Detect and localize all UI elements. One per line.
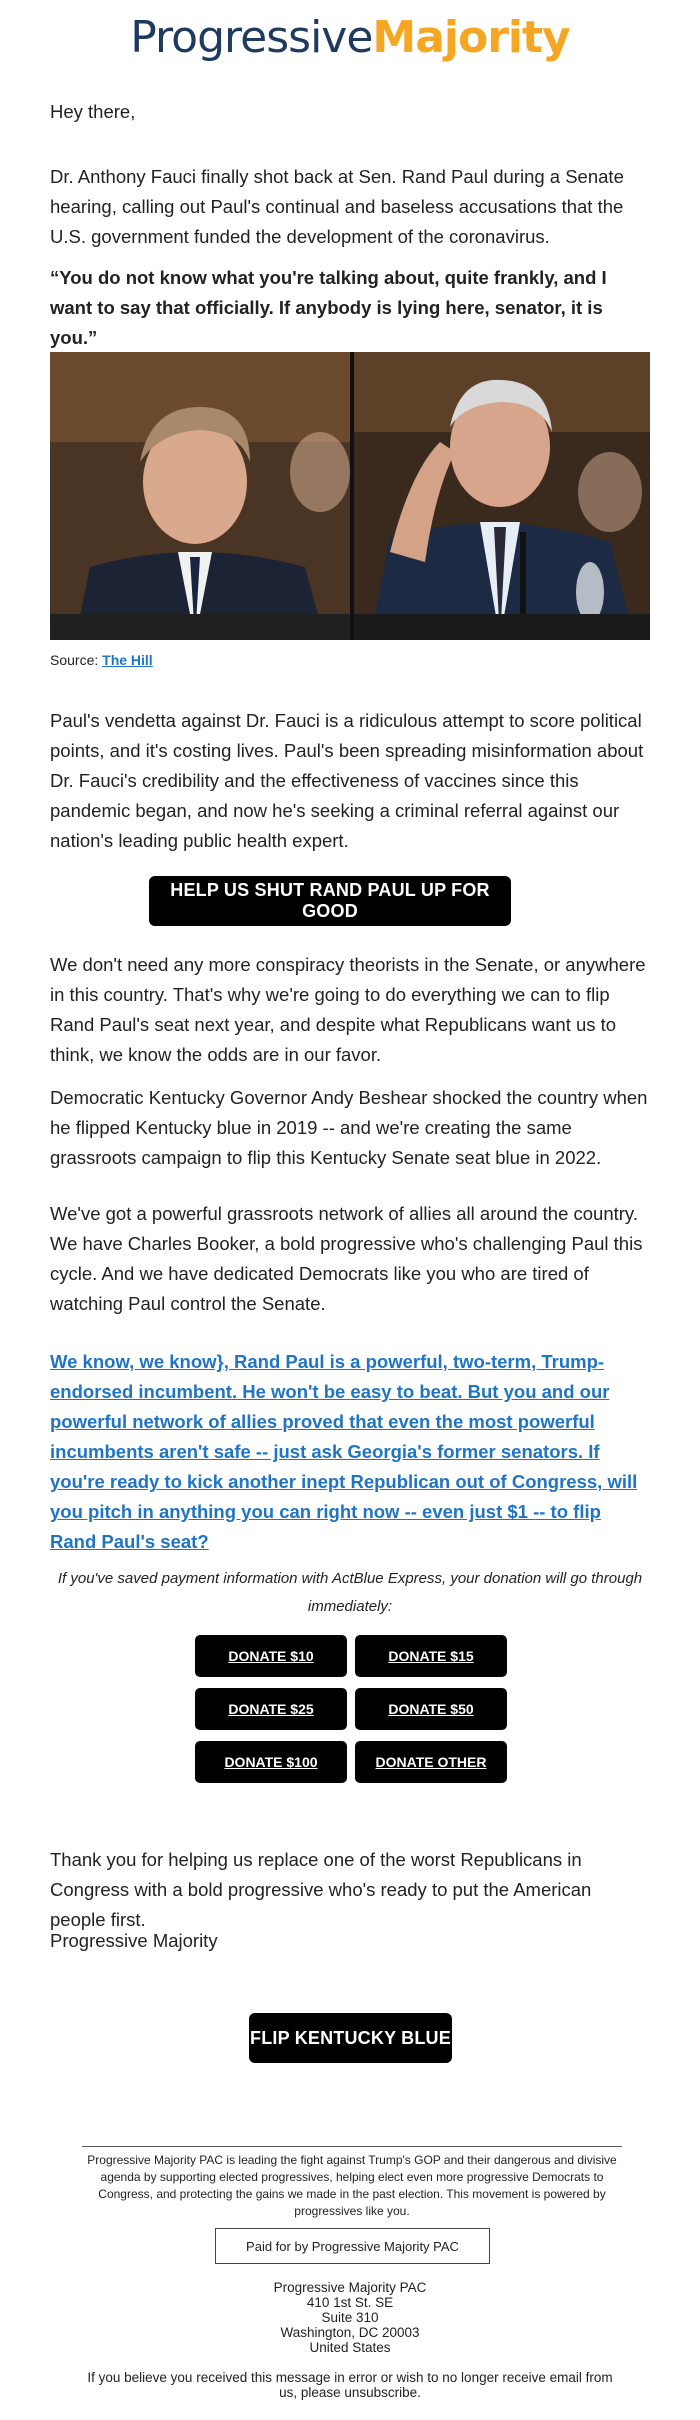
- source-link-the-hill[interactable]: The Hill: [102, 652, 153, 668]
- help-shut-rand-paul-button[interactable]: HELP US SHUT RAND PAUL UP FOR GOOD: [149, 876, 511, 926]
- donate-100-button[interactable]: DONATE $100: [195, 1741, 347, 1783]
- address-line: Washington, DC 20003: [280, 2325, 420, 2340]
- intro-paragraph: Dr. Anthony Fauci finally shot back at Sen. Rand Paul during a Senate hearing, calling out Paul's continual and baseless accusations that the U.S. government funded the development of the coronavirus.: [50, 166, 624, 247]
- thanks-paragraph: Thank you for helping us replace one of the worst Republicans in Congress with a bold progressive who's ready to put the American people first.: [50, 1849, 592, 1930]
- paid-for-box: Paid for by Progressive Majority PAC: [215, 2228, 490, 2264]
- donate-other-button[interactable]: DONATE OTHER: [355, 1741, 507, 1783]
- footer-divider: [82, 2146, 622, 2147]
- donate-10-button[interactable]: DONATE $10: [195, 1635, 347, 1677]
- address-line: 410 1st St. SE: [306, 2295, 394, 2310]
- paragraph-conspiracy: We don't need any more conspiracy theorists in the Senate, or anywhere in this country. That's why we're going to do everything we can to flip Rand Paul's seat next year, and despite what Republicans want us to think, we know the odds are in our favor.: [50, 954, 646, 1065]
- flip-kentucky-blue-button[interactable]: FLIP KENTUCKY BLUE: [249, 2013, 452, 2063]
- donate-25-button[interactable]: DONATE $25: [195, 1688, 347, 1730]
- logo-text-majority: Majority: [372, 12, 570, 63]
- unsubscribe-notice: If you believe you received this message in error or wish to no longer receive email from us, please unsubscribe.: [87, 2370, 613, 2400]
- address-line: United States: [309, 2340, 391, 2355]
- donate-appeal-link[interactable]: We know, we know}, Rand Paul is a powerful, two-term, Trump-endorsed incumbent. He won't be easy to beat. But you and our powerful network of allies proved that even the most powerful incumbents aren't safe -- just ask Georgia's former senators. If you're ready to kick another inept Republican out of Congress, will you pitch in anything you can right now -- even just $1 -- to flip Rand Paul's seat?: [50, 1351, 638, 1552]
- source-label: Source:: [50, 652, 99, 668]
- paragraph-vendetta: Paul's vendetta against Dr. Fauci is a ridiculous attempt to score political points, and it's costing lives. Paul's been spreading misinformation about Dr. Fauci's credibility and the effectiveness of vaccines since this pandemic began, and now he's seeking a criminal referral against our nation's leading public health expert.: [50, 710, 644, 851]
- hearing-photo: [50, 352, 650, 640]
- fauci-quote: “You do not know what you're talking about, quite frankly, and I want to say that officially. If anybody is lying here, senator, it is you.”: [50, 267, 607, 348]
- footer-disclaimer: Progressive Majority PAC is leading the fight against Trump's GOP and their dangerous and divisive agenda by supporting elected progressives, helping elect even more progressive Democrats to Congress, and protecting the gains we made in the past election. This movement is powered by progressives like you.: [87, 2153, 617, 2218]
- address-line: Progressive Majority PAC: [273, 2280, 427, 2295]
- progressive-majority-logo: [0, 12, 700, 63]
- actblue-note: If you've saved payment information with ActBlue Express, your donation will go through immediately:: [57, 1570, 643, 1615]
- greeting: Hey there,: [50, 101, 136, 122]
- hearing-photo-illustration: [50, 352, 650, 640]
- donate-50-button[interactable]: DONATE $50: [355, 1688, 507, 1730]
- paragraph-grassroots: We've got a powerful grassroots network of allies all around the country. We have Charles Booker, a bold progressive who's challenging Paul this cycle. And we have dedicated Democrats like you who are tired of watching Paul control the Senate.: [50, 1203, 643, 1314]
- donate-15-button[interactable]: DONATE $15: [355, 1635, 507, 1677]
- photo-source: [50, 652, 153, 668]
- address-line: Suite 310: [321, 2310, 379, 2325]
- logo-text-progressive: Progressive: [130, 12, 373, 63]
- paragraph-beshear: Democratic Kentucky Governor Andy Beshear shocked the country when he flipped Kentucky blue in 2019 -- and we're creating the same grassroots campaign to flip this Kentucky Senate seat blue in 2022.: [50, 1087, 648, 1168]
- signature: Progressive Majority: [50, 1930, 218, 1951]
- mailing-address: [0, 2280, 700, 2355]
